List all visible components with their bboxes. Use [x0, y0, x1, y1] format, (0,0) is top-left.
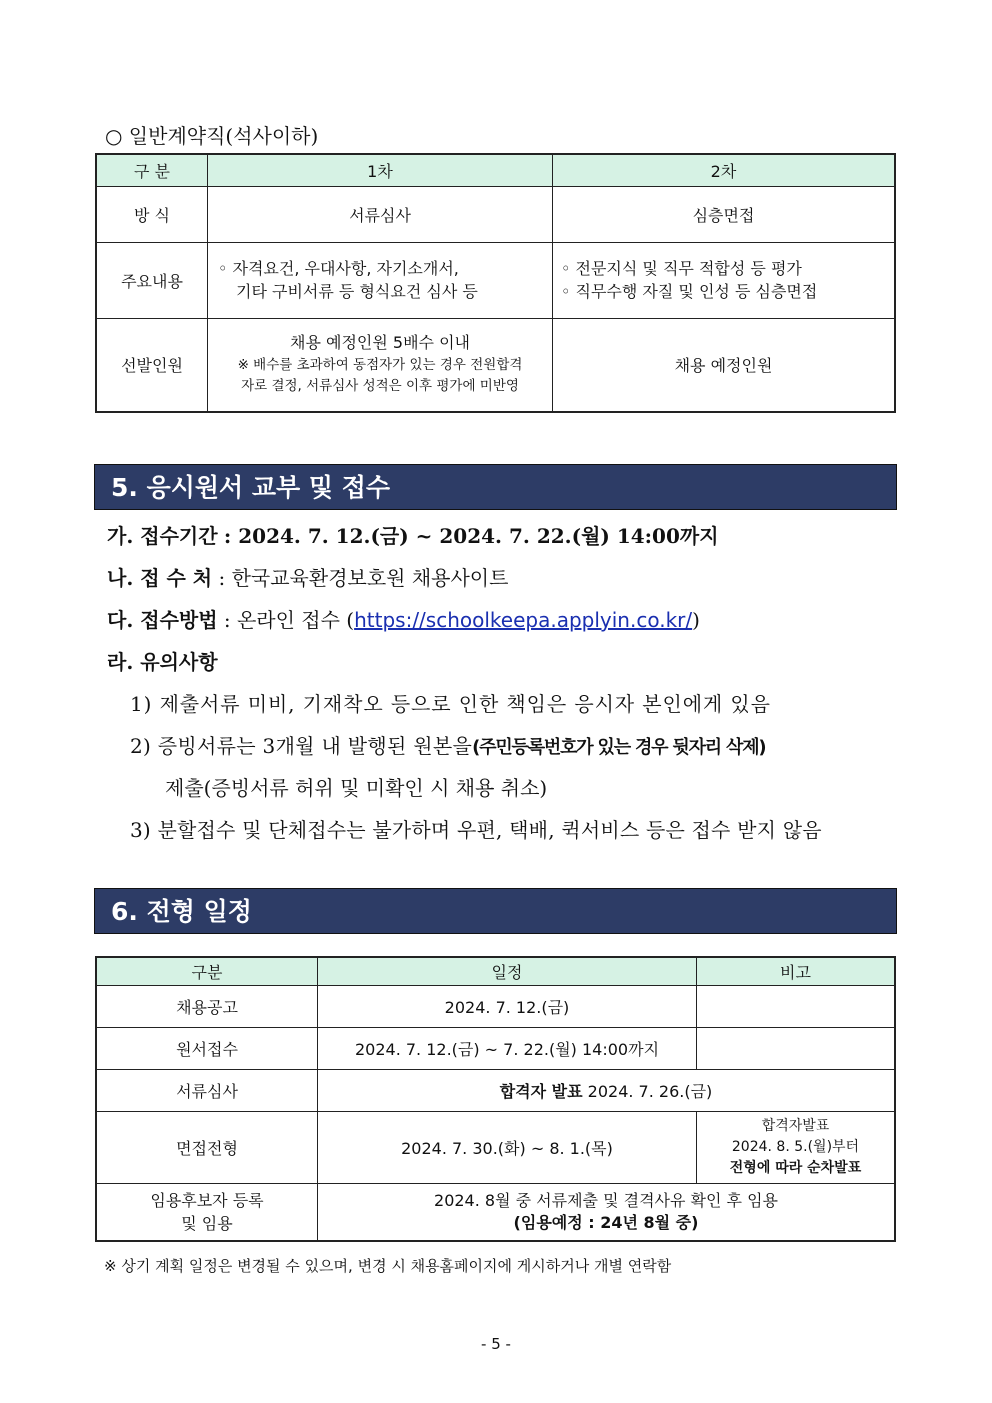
content-round-1-line: 기타 구비서류 등 형식요건 심사 등 — [236, 282, 478, 301]
schedule-date-application: 2024. 7. 12.(금) ~ 7. 22.(월) 14:00까지 — [318, 1027, 697, 1069]
application-site-link[interactable]: https://schoolkeepa.applyin.co.kr/ — [354, 608, 693, 632]
note-2-bold: (주민등록번호가 있는 경우 뒷자리 삭제) — [472, 737, 766, 758]
note-2-text: 2) 증빙서류는 3개월 내 발행된 원본을 — [130, 734, 473, 758]
content-round-1-line: ◦ 자격요건, 우대사항, 자기소개서, — [218, 259, 459, 278]
appointment-date-line: 2024. 8월 중 서류제출 및 결격사유 확인 후 임용 — [434, 1190, 778, 1210]
application-period — [107, 520, 719, 549]
content-round-2-line: ◦ 직무수행 자질 및 인성 등 심층면접 — [561, 282, 818, 301]
header-round-1: 1차 — [208, 154, 553, 186]
interview-note-line: 전형에 따라 순차발표 — [729, 1159, 862, 1176]
general-contract-heading: ○ 일반계약직(석사이하) — [105, 124, 319, 148]
selection-method-table — [95, 153, 896, 413]
selection-round-2: 채용 예정인원 — [553, 318, 896, 412]
section-6-title: 6. 전형 일정 — [94, 888, 897, 934]
content-round-2-line: ◦ 전문지식 및 직무 적합성 등 평가 — [561, 259, 802, 278]
application-place-value: : 한국교육환경보호원 채용사이트 — [218, 566, 509, 590]
schedule-label-interview: 면접전형 — [96, 1111, 318, 1183]
selection-round-1-note: ※ 배수를 초과하여 동점자가 있는 경우 전원합격 — [237, 357, 523, 374]
schedule-header-date: 일정 — [318, 957, 697, 985]
schedule-date-appointment — [318, 1183, 896, 1241]
selection-round-1-main: 채용 예정인원 5배수 이내 — [290, 333, 470, 353]
application-method-prefix: : 온라인 접수 ( — [223, 608, 355, 632]
note-1: 1) 제출서류 미비, 기재착오 등으로 인한 책임은 응시자 본인에게 있음 — [130, 692, 771, 716]
application-method — [107, 604, 700, 633]
application-method-suffix: ) — [692, 608, 700, 632]
schedule-header-category: 구분 — [96, 957, 318, 985]
schedule-note-interview — [697, 1111, 896, 1183]
application-period-label: 가. 접수기간 — [107, 524, 218, 548]
header-round-2: 2차 — [553, 154, 896, 186]
row-label-content: 주요내용 — [96, 242, 208, 318]
schedule-table — [95, 956, 896, 1242]
application-period-value: : 2024. 7. 12.(금) ~ 2024. 7. 22.(월) 14:00까지 — [223, 524, 719, 548]
schedule-date-announcement: 2024. 7. 12.(금) — [318, 985, 697, 1027]
note-2-continuation: 제출(증빙서류 허위 및 미확인 시 채용 취소) — [165, 776, 548, 800]
header-category: 구 분 — [96, 154, 208, 186]
selection-round-1-note: 자로 결정, 서류심사 성적은 이후 평가에 미반영 — [241, 378, 519, 395]
schedule-header-note: 비고 — [697, 957, 896, 985]
schedule-label-appointment — [96, 1183, 318, 1241]
appointment-label-line: 및 임용 — [181, 1213, 233, 1233]
schedule-label-announcement: 채용공고 — [96, 985, 318, 1027]
schedule-date-interview: 2024. 7. 30.(화) ~ 8. 1.(목) — [318, 1111, 697, 1183]
row-label-method: 방 식 — [96, 186, 208, 242]
application-place-label: 나. 접 수 처 — [107, 566, 213, 590]
section-5-title: 5. 응시원서 교부 및 접수 — [94, 464, 897, 510]
schedule-result-announcement-date: 2024. 7. 26.(금) — [587, 1081, 713, 1101]
method-round-2: 심층면접 — [553, 186, 896, 242]
note-2 — [130, 730, 765, 759]
appointment-label-line: 임용후보자 등록 — [150, 1190, 264, 1210]
interview-note-line: 합격자발표 — [761, 1117, 830, 1134]
schedule-label-application: 원서접수 — [96, 1027, 318, 1069]
schedule-result-announcement-label: 합격자 발표 — [499, 1081, 583, 1101]
selection-round-1 — [208, 318, 553, 412]
schedule-date-document-review — [318, 1069, 896, 1111]
note-3: 3) 분할접수 및 단체접수는 불가하며 우편, 택배, 퀵서비스 등은 접수 받지 않음 — [130, 818, 822, 842]
notes-heading — [107, 646, 218, 675]
method-round-1: 서류심사 — [208, 186, 553, 242]
content-round-2 — [553, 242, 896, 318]
application-method-label: 다. 접수방법 — [107, 608, 218, 632]
content-round-1 — [208, 242, 553, 318]
schedule-note-announcement — [697, 985, 896, 1027]
appointment-date-line: (임용예정 : 24년 8월 중) — [513, 1212, 699, 1232]
application-place — [107, 562, 508, 591]
schedule-note-application — [697, 1027, 896, 1069]
page-number: - 5 - — [481, 1335, 511, 1353]
row-label-selection: 선발인원 — [96, 318, 208, 412]
schedule-label-document-review: 서류심사 — [96, 1069, 318, 1111]
interview-note-line: 2024. 8. 5.(월)부터 — [731, 1138, 860, 1155]
schedule-footnote: ※ 상기 계획 일정은 변경될 수 있으며, 변경 시 채용홈페이지에 게시하거나 개별 연락함 — [104, 1257, 672, 1275]
notes-heading-label: 라. 유의사항 — [107, 650, 218, 674]
